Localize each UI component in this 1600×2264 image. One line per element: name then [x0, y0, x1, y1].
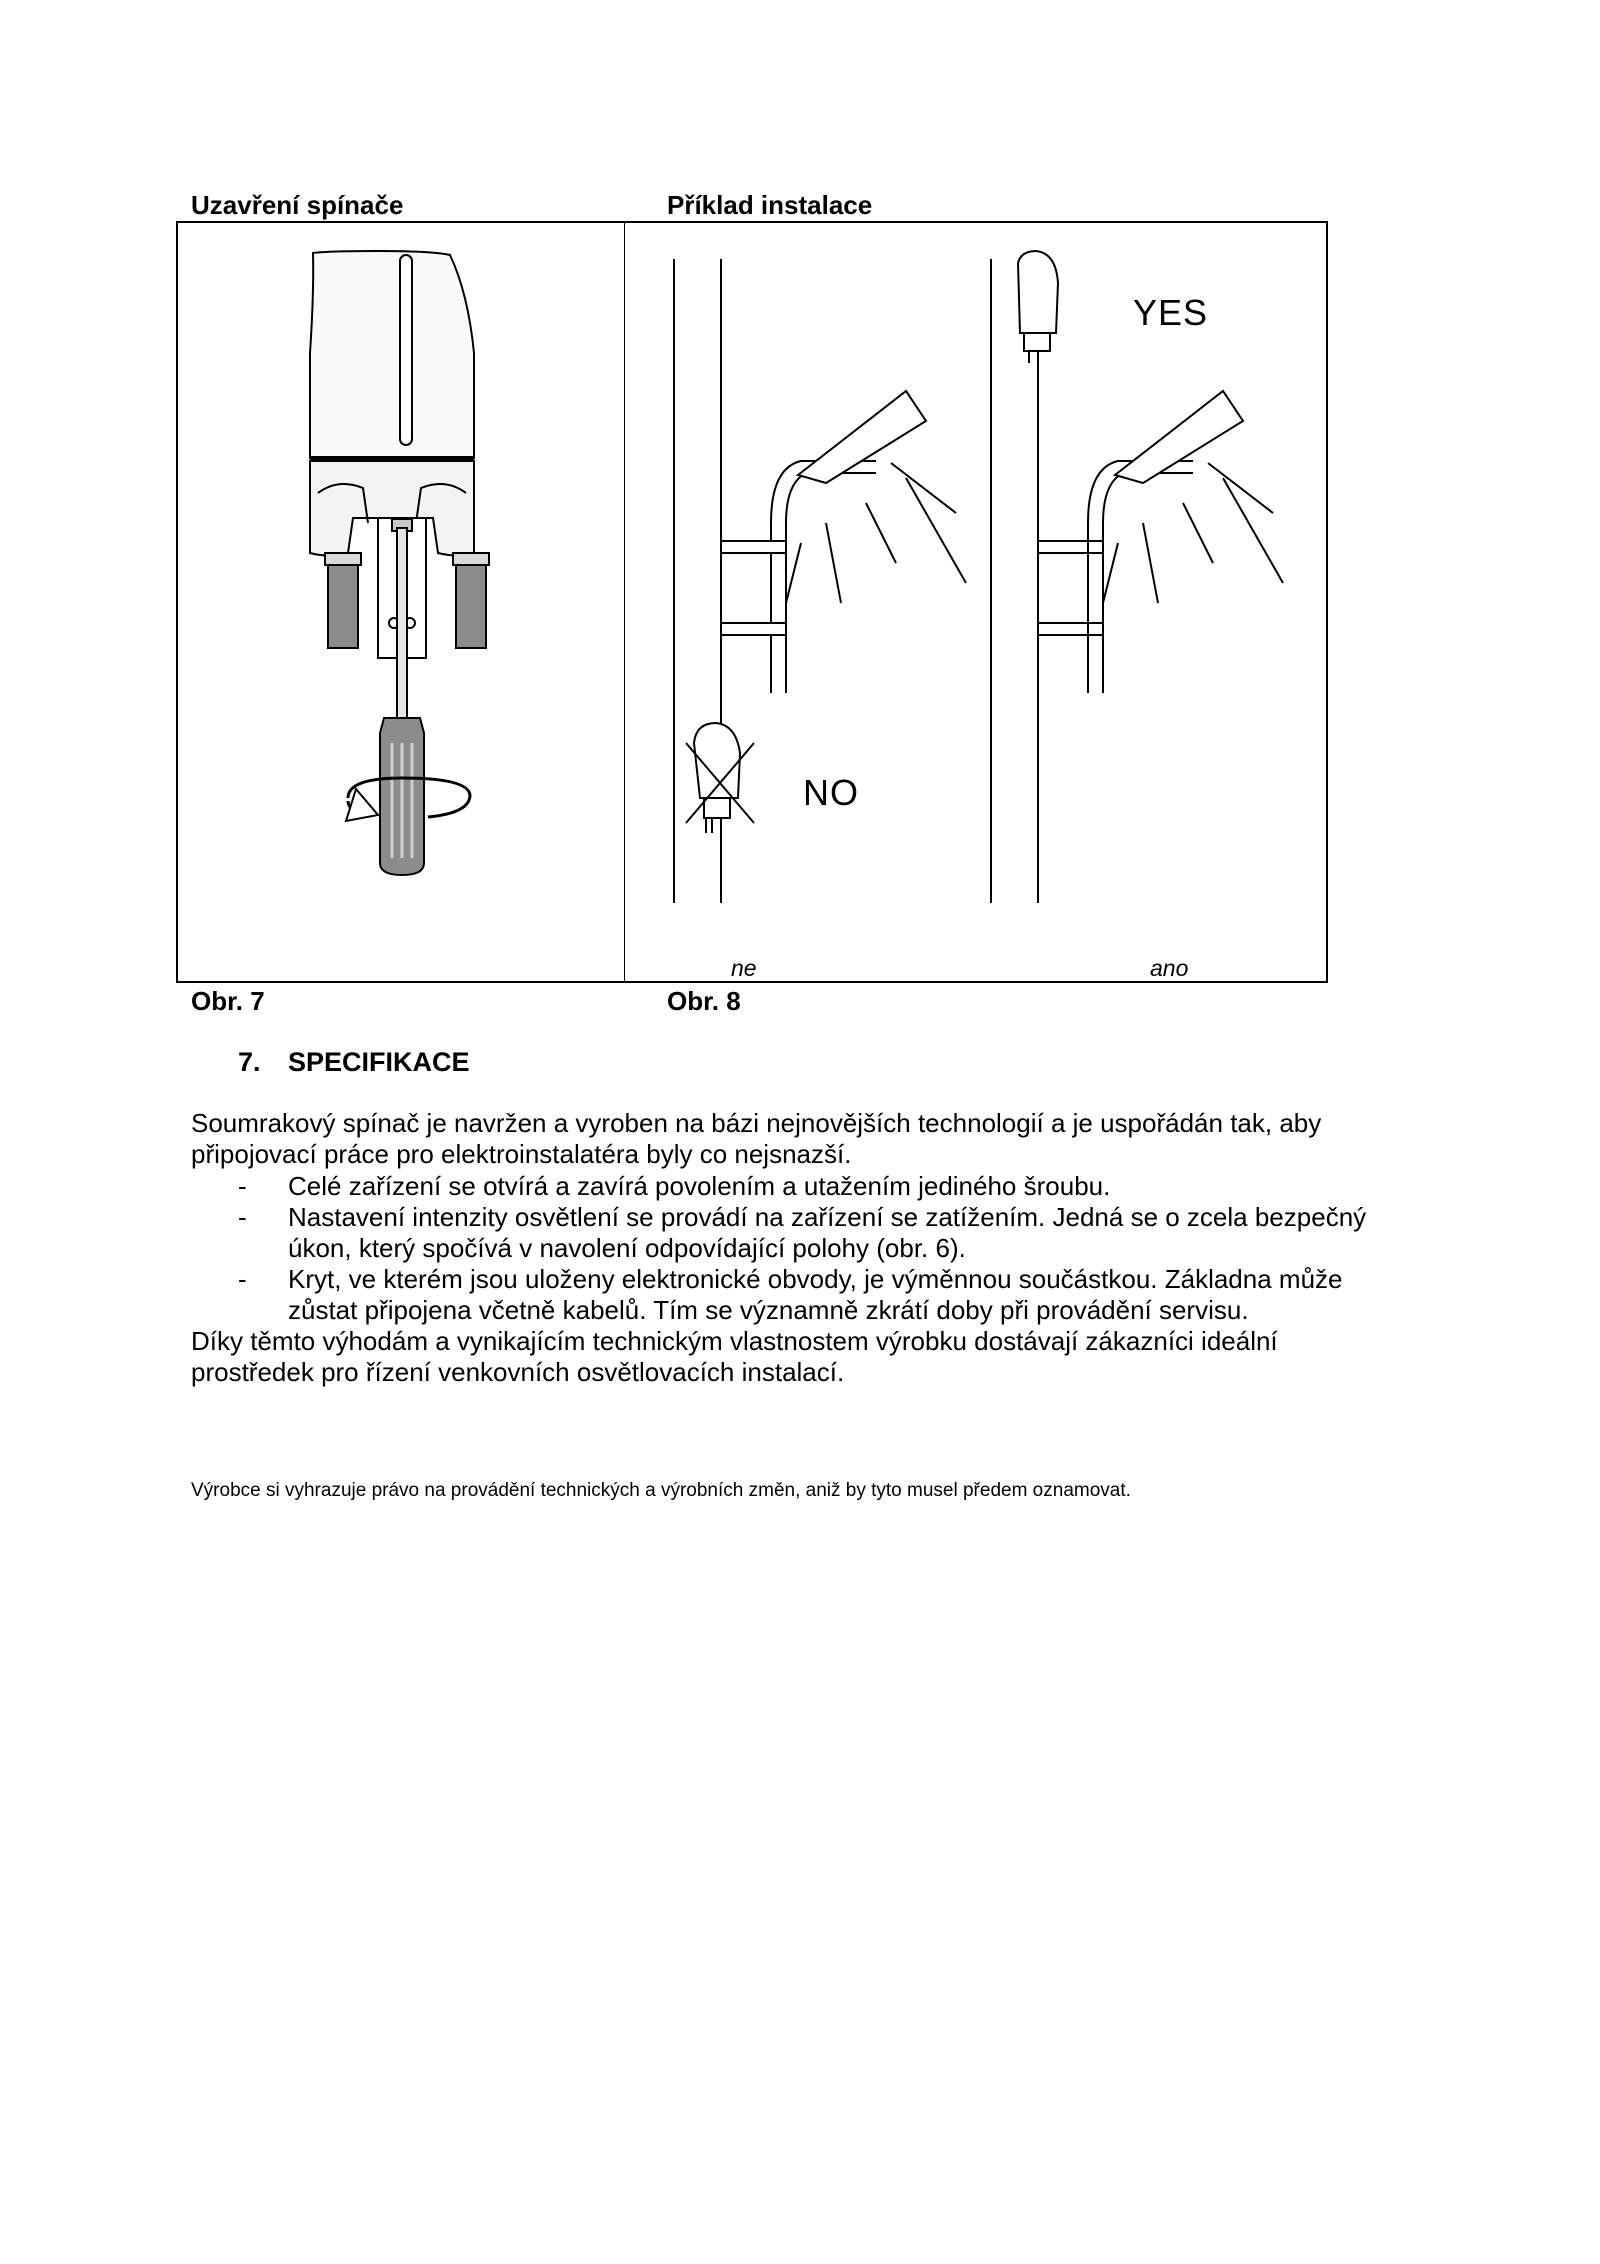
caption-ne: ne — [731, 955, 757, 981]
list-item — [238, 1202, 1418, 1264]
section-number: 7. — [238, 1047, 261, 1077]
figure-caption-7: Obr. 7 — [191, 986, 265, 1016]
list-item — [238, 1264, 1418, 1326]
list-item-text: Celé zařízení se otvírá a zavírá povolením a utažením jediného šroubu. — [288, 1171, 1111, 1201]
footer-note: Výrobce si vyhrazuje právo na provádění technických a výrobních změn, aniž by tyto musel předem oznamovat. — [191, 1480, 1131, 1501]
outro-line-1: Díky těmto výhodám a vynikajícím technickým vlastnostem výrobku dostávají zákazníci ideální — [191, 1326, 1278, 1356]
figure-box — [176, 221, 1328, 983]
list-dash: - — [238, 1171, 247, 1201]
installation-example-illustration — [626, 223, 1330, 981]
list-dash: - — [238, 1202, 247, 1232]
list-item — [238, 1171, 1418, 1202]
figure-heading-installation: Příklad instalace — [667, 190, 873, 220]
figure-divider — [624, 223, 625, 981]
list-item-text: Nastavení intenzity osvětlení se provádí na zařízení se zatížením. Jedná se o zcela bezpečný — [288, 1202, 1367, 1232]
figure-heading-closing: Uzavření spínače — [191, 190, 404, 220]
intro-line-2: připojovací práce pro elektroinstalatéra byly co nejsnazší. — [191, 1139, 852, 1169]
outro-line-2: prostředek pro řízení venkovních osvětlovacích instalací. — [191, 1357, 845, 1387]
section-title: SPECIFIKACE — [288, 1047, 470, 1077]
list-dash: - — [238, 1264, 247, 1294]
caption-ano: ano — [1150, 955, 1189, 981]
label-no: NO — [803, 772, 859, 813]
screwdriver-closing-switch-illustration — [178, 223, 624, 981]
figure-caption-8: Obr. 8 — [667, 986, 741, 1016]
intro-line-1: Soumrakový spínač je navržen a vyroben na bázi nejnovějších technologií a je uspořádán tak, aby — [191, 1108, 1322, 1138]
list-item-text: Kryt, ve kterém jsou uloženy elektronické obvody, je výměnnou součástkou. Základna může — [288, 1264, 1343, 1294]
list-item-text: úkon, který spočívá v navolení odpovídající polohy (obr. 6). — [288, 1233, 966, 1263]
label-yes: YES — [1133, 292, 1209, 333]
list-item-text: zůstat připojena včetně kabelů. Tím se významně zkrátí doby při provádění servisu. — [288, 1295, 1249, 1325]
